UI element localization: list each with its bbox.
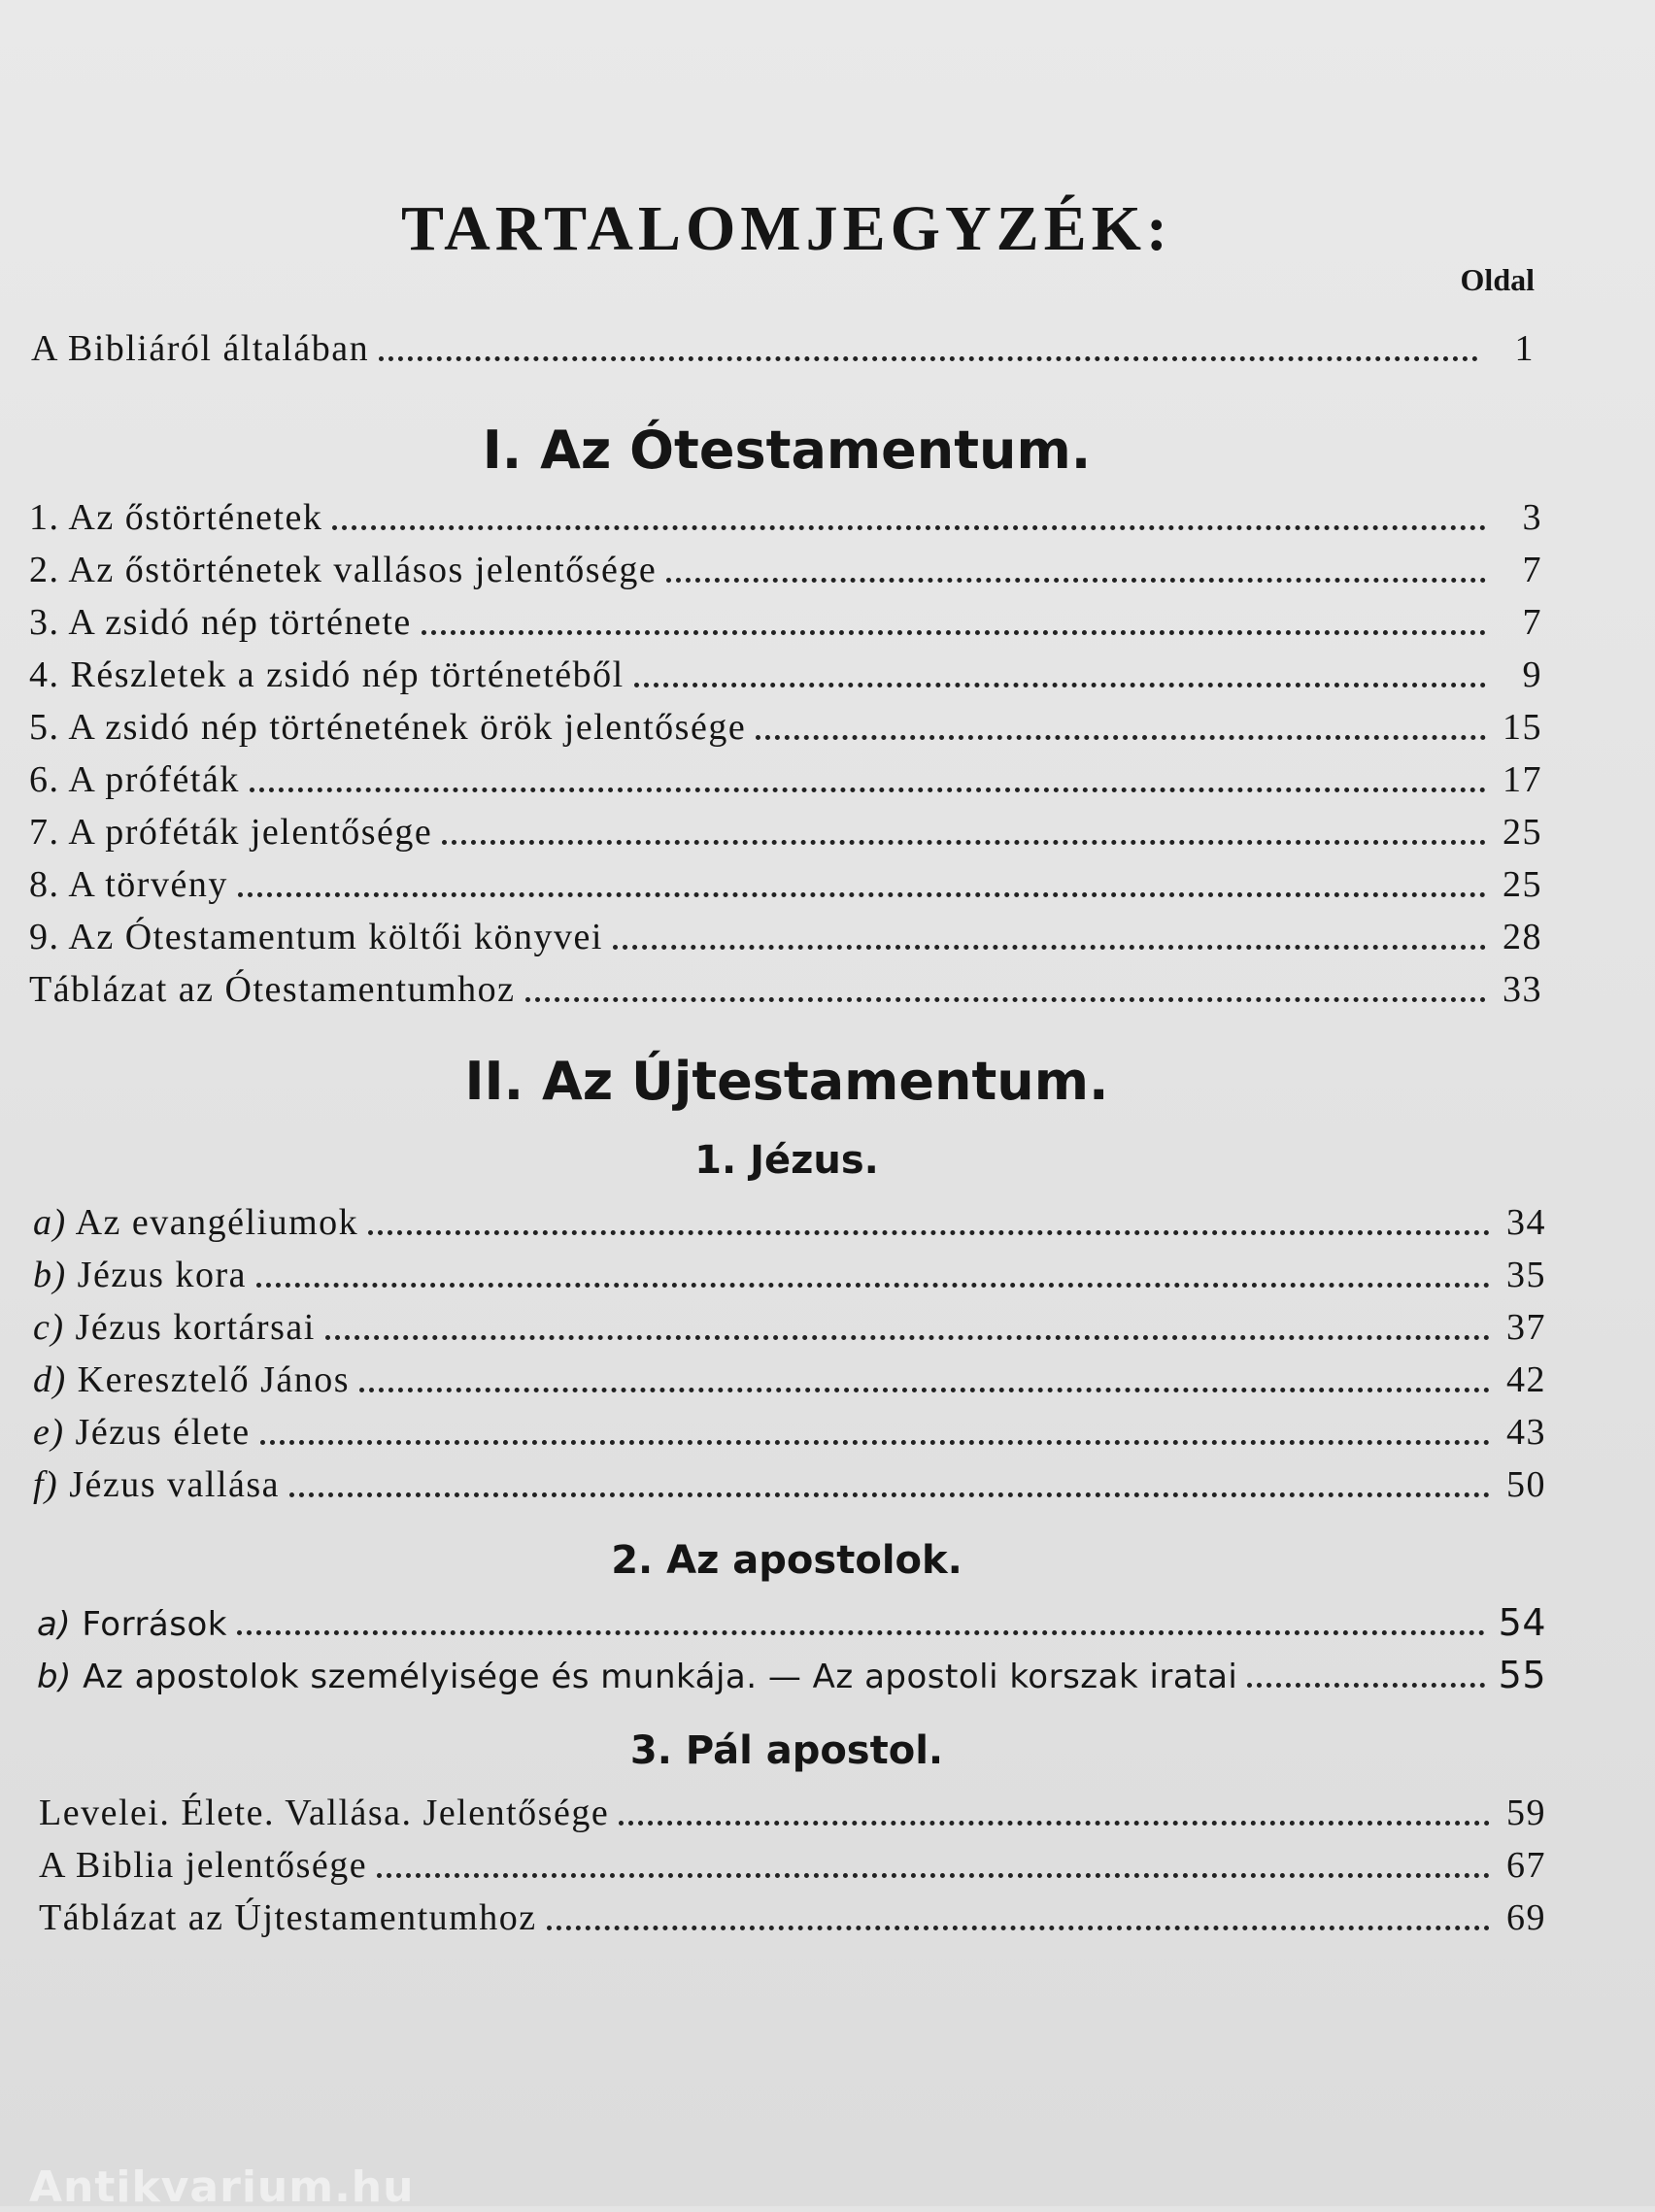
toc-entry-label: A Biblia jelentősége — [39, 1845, 368, 1886]
toc-entry-label — [33, 1466, 280, 1503]
leader-dots — [368, 1230, 1490, 1235]
watermark: Antikvarium.hu — [29, 2162, 415, 2212]
toc-entry-label — [37, 1658, 1238, 1696]
toc-entry-page: 42 — [1506, 1359, 1546, 1400]
leader-dots — [332, 525, 1486, 530]
toc-entry — [39, 1847, 1546, 1884]
toc-entry-page: 15 — [1503, 707, 1542, 748]
chapter-heading: 2. Az apostolok. — [611, 1538, 963, 1583]
toc-entry-label: 8. A törvény — [29, 864, 228, 905]
toc-entry-label — [33, 1204, 358, 1241]
toc-entry — [29, 761, 1542, 798]
toc-entry — [29, 971, 1542, 1008]
toc-entry — [33, 1414, 1546, 1451]
leader-dots — [289, 1492, 1490, 1497]
part-heading: II. Az Újtestamentum. — [464, 1051, 1109, 1112]
toc-entry-page: 35 — [1506, 1255, 1546, 1295]
toc-entry-label: 4. Részletek a zsidó nép történetéből — [29, 654, 625, 695]
chapter-heading: 3. Pál apostol. — [629, 1728, 944, 1773]
toc-entry-page: 55 — [1498, 1654, 1546, 1696]
toc-entry — [29, 499, 1542, 536]
toc-entry — [33, 1309, 1546, 1346]
entry-title: Keresztelő János — [77, 1359, 351, 1400]
toc-entry-label: 5. A zsidó nép történetének örök jelentősége — [29, 707, 747, 748]
leader-dots — [250, 788, 1486, 792]
leader-dots — [634, 683, 1486, 687]
toc-entry-page: 17 — [1503, 759, 1542, 800]
toc-entry-label: Levelei. Élete. Vallása. Jelentősége — [39, 1793, 610, 1833]
toc-entry-page: 3 — [1522, 497, 1542, 538]
toc-entry-page: 9 — [1522, 654, 1542, 695]
leader-dots — [525, 997, 1486, 1002]
leader-dots — [377, 1873, 1490, 1878]
toc-entry — [39, 1899, 1546, 1936]
toc-entry-page: 28 — [1503, 917, 1542, 957]
toc-entry-label: 2. Az őstörténetek vallásos jelentősége — [29, 550, 658, 590]
toc-entry-page: 69 — [1506, 1897, 1546, 1938]
toc-entry-page: 34 — [1506, 1202, 1546, 1243]
toc-entry — [31, 330, 1535, 367]
chapter-heading: 1. Jézus. — [694, 1138, 879, 1183]
leader-dots — [422, 630, 1486, 635]
toc-entry-page: 33 — [1503, 969, 1542, 1010]
entry-marker: c) — [33, 1307, 65, 1348]
toc-entry-page: 7 — [1522, 550, 1542, 590]
toc-entry — [39, 1794, 1546, 1831]
leader-dots — [359, 1388, 1490, 1392]
toc-entry — [29, 866, 1542, 903]
entry-title: Jézus vallása — [69, 1464, 281, 1505]
leader-dots — [619, 1821, 1490, 1826]
toc-entry-label: 6. A próféták — [29, 759, 240, 800]
toc-entry-page: 59 — [1506, 1793, 1546, 1833]
toc-entry — [33, 1466, 1546, 1503]
toc-entry-label: 7. A próféták jelentősége — [29, 812, 433, 853]
toc-entry-page: 50 — [1506, 1464, 1546, 1505]
toc-entry — [29, 604, 1542, 641]
entry-marker: e) — [33, 1412, 65, 1453]
entry-title: Források — [82, 1605, 227, 1644]
toc-entry — [37, 1654, 1546, 1696]
toc-entry-label — [33, 1309, 316, 1346]
toc-entry-label: 1. Az őstörténetek — [29, 497, 323, 538]
toc-entry — [33, 1361, 1546, 1398]
toc-entry — [29, 656, 1542, 693]
toc-entry — [29, 709, 1542, 746]
toc-entry-page: 67 — [1506, 1845, 1546, 1886]
leader-dots — [325, 1335, 1490, 1340]
toc-entry — [33, 1204, 1546, 1241]
toc-entry-label: 9. Az Ótestamentum költői könyvei — [29, 917, 603, 957]
toc-entry — [29, 552, 1542, 588]
entry-marker: a) — [37, 1605, 72, 1644]
entry-marker: b) — [37, 1658, 72, 1696]
leader-dots — [260, 1440, 1490, 1445]
leader-dots — [379, 356, 1478, 361]
toc-entry-label: A Bibliáról általában — [31, 328, 370, 369]
leader-dots — [756, 735, 1486, 740]
toc-entry — [37, 1601, 1546, 1644]
toc-entry-page: 1 — [1514, 328, 1535, 369]
entry-marker: f) — [33, 1464, 59, 1505]
page-column-label: Oldal — [1460, 262, 1535, 297]
toc-title: TARTALOMJEGYZÉK: — [401, 193, 1172, 264]
entry-marker: d) — [33, 1359, 67, 1400]
entry-title: Jézus élete — [75, 1412, 251, 1453]
leader-dots — [256, 1283, 1490, 1288]
toc-entry — [29, 919, 1542, 955]
toc-entry-label — [37, 1605, 227, 1644]
toc-entry-page: 25 — [1503, 812, 1542, 853]
leader-dots — [613, 945, 1486, 950]
toc-entry — [33, 1257, 1546, 1293]
leader-dots — [1247, 1683, 1484, 1688]
toc-entry — [29, 814, 1542, 851]
toc-entry-label — [33, 1414, 251, 1451]
entry-marker: a) — [33, 1202, 67, 1243]
entry-title: Az apostolok személyisége és munkája. — Az apostoli korszak iratai — [83, 1658, 1238, 1696]
leader-dots — [547, 1926, 1490, 1930]
leader-dots — [442, 840, 1486, 845]
toc-entry-page: 43 — [1506, 1412, 1546, 1453]
entry-title: Jézus kora — [77, 1255, 247, 1295]
toc-entry-page: 25 — [1503, 864, 1542, 905]
entry-marker: b) — [33, 1255, 67, 1295]
toc-entry-label: 3. A zsidó nép története — [29, 602, 412, 643]
toc-entry-label: Táblázat az Újtestamentumhoz — [39, 1897, 537, 1938]
toc-entry-label — [33, 1257, 247, 1293]
toc-entry-label: Táblázat az Ótestamentumhoz — [29, 969, 516, 1010]
entry-title: Jézus kortársai — [75, 1307, 316, 1348]
leader-dots — [238, 892, 1486, 897]
leader-dots — [666, 578, 1486, 583]
toc-entry-page: 37 — [1506, 1307, 1546, 1348]
toc-entry-page: 54 — [1498, 1601, 1546, 1644]
part-heading: I. Az Ótestamentum. — [482, 419, 1092, 481]
toc-entry-page: 7 — [1522, 602, 1542, 643]
entry-title: Az evangéliumok — [75, 1202, 359, 1243]
leader-dots — [237, 1630, 1485, 1635]
toc-entry-label — [33, 1361, 350, 1398]
